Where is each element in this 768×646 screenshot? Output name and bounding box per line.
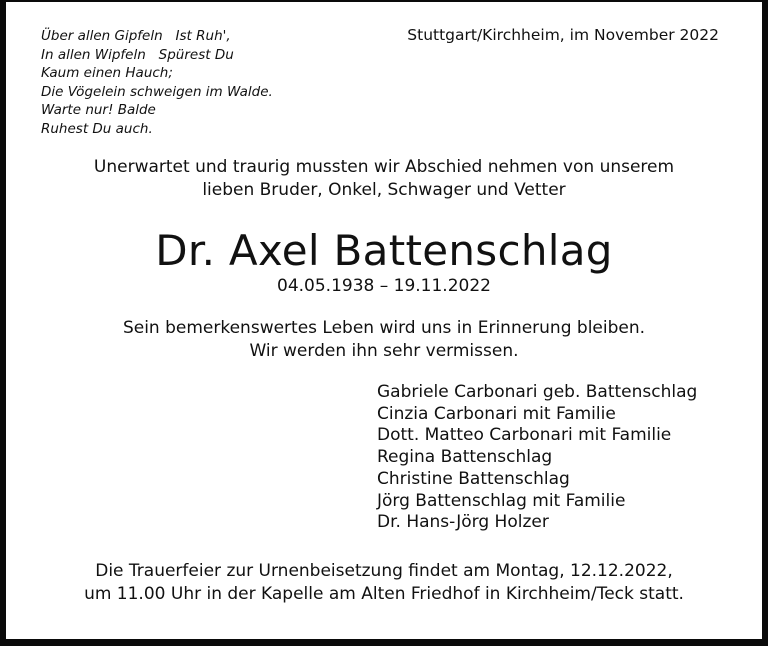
intro-text [0, 156, 768, 202]
funeral-line: Die Trauerfeier zur Urnenbeisetzung findet am Montag, 12.12.2022, [95, 561, 673, 581]
poem-line: Die Vögelein schweigen im Walde. [41, 83, 273, 100]
mourner-name: Dott. Matteo Carbonari mit Familie [377, 425, 672, 446]
mourner-name: Jörg Battenschlag mit Familie [377, 490, 626, 511]
poem-line: Über allen Gipfeln Ist Ruh', [41, 28, 231, 44]
deceased-name: Dr. Axel Battenschlag [155, 226, 613, 275]
life-dates: 04.05.1938 – 19.11.2022 [277, 276, 491, 296]
funeral-announcement [0, 560, 768, 606]
poem-line: Ruhest Du auch. [41, 120, 153, 137]
poem-line: Kaum einen Hauch; [41, 65, 173, 81]
mourner-name: Cinzia Carbonari mit Familie [377, 403, 616, 424]
remembrance-line: Wir werden ihn sehr vermissen. [249, 341, 519, 361]
mourner-name: Gabriele Carbonari geb. Battenschlag [377, 382, 698, 402]
poem-line: In allen Wipfeln Spürest Du [41, 46, 234, 63]
mourners-list [377, 382, 697, 534]
mourner-name: Regina Battenschlag [377, 447, 553, 468]
intro-line: lieben Bruder, Onkel, Schwager und Vetter [202, 180, 566, 200]
poem [41, 27, 273, 138]
mourner-name: Dr. Hans-Jörg Holzer [377, 512, 549, 533]
mourner-name: Christine Battenschlag [377, 468, 570, 489]
intro-line: Unerwartet und traurig mussten wir Abschied nehmen von unserem [93, 157, 675, 177]
funeral-line: um 11.00 Uhr in der Kapelle am Alten Friedhof in Kirchheim/Teck statt. [84, 584, 684, 604]
place-and-date: Stuttgart/Kirchheim, im November 2022 [407, 26, 719, 44]
poem-line: Warte nur! Balde [41, 102, 156, 118]
remembrance-text [0, 317, 768, 363]
remembrance-line: Sein bemerkenswertes Leben wird uns in Erinnerung bleiben. [122, 318, 646, 338]
